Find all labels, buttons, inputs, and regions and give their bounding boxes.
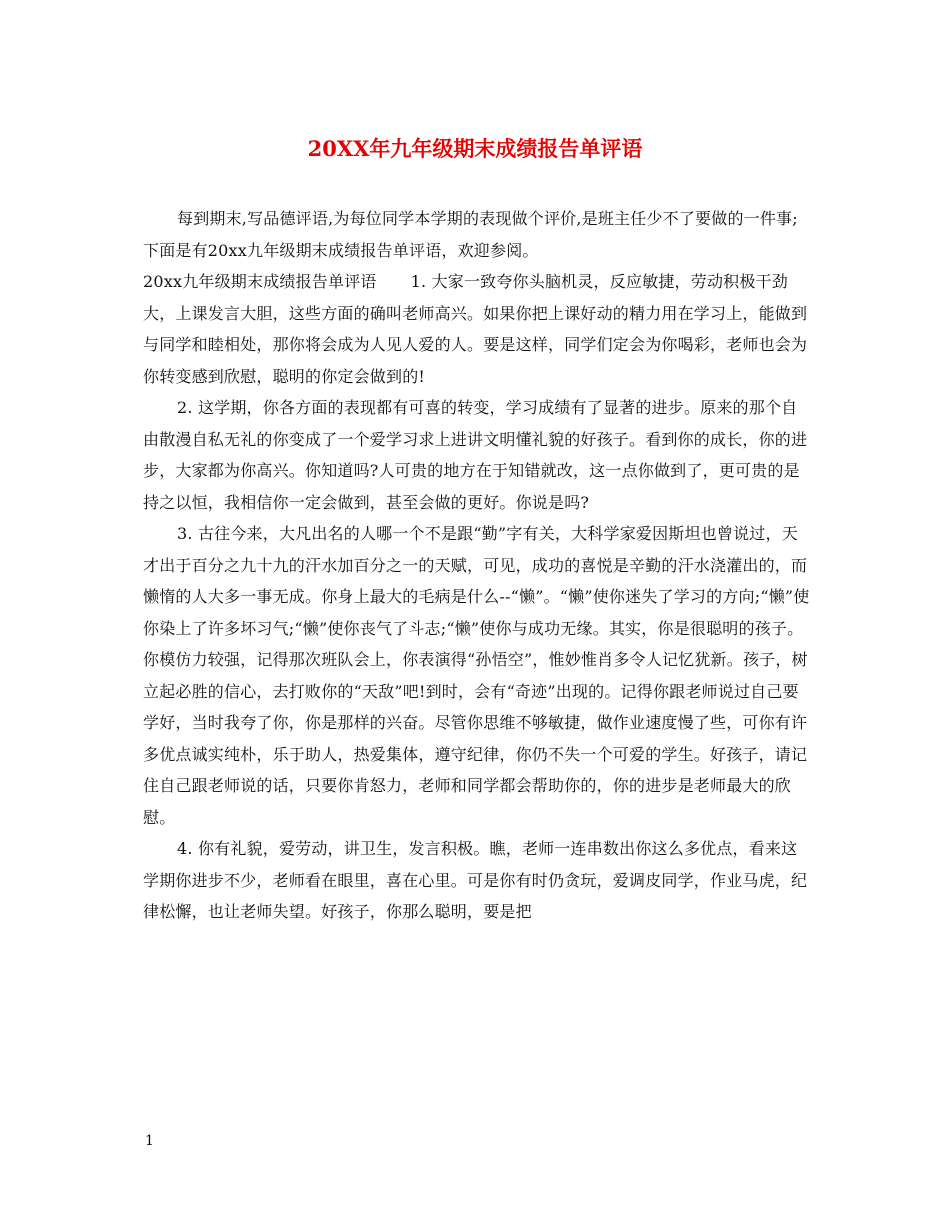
comment-2-paragraph: 2. 这学期，你各方面的表现都有可喜的转变，学习成绩有了显著的进步。原来的那个自由散漫自私无礼的你变成了一个爱学习求上进讲文明懂礼貌的好孩子。看到你的成长，你的进步，大家都为你高兴。你知道吗?人可贵的地方在于知错就改，这一点你做到了，更可贵的是持之以恒，我相信你一定会做到，甚至会做的更好。你说是吗?: [143, 398, 808, 512]
comment-3-paragraph: 3. 古往今来，大凡出名的人哪一个不是跟“勤”字有关，大科学家爱因斯坦也曾说过，天才出于百分之九十九的汗水加百分之一的天赋，可见，成功的喜悦是辛勤的汗水浇灌出的，而懒惰的人大多一事无成。你身上最大的毛病是什么--“懒”。“懒”使你迷失了学习的方向;“懒”使你染上了许多坏习气;“懒”使你丧气了斗志;“懒”使你与成功无缘。其实，你是很聪明的孩子。你模仿力较强，记得那次班队会上，你表演得“孙悟空”，惟妙惟肖多令人记忆犹新。孩子，树立起必胜的信心，去打败你的“天敌”吧!到时，会有“奇迹”出现的。记得你跟老师说过自己要学好，当时我夸了你，你是那样的兴奋。尽管你思维不够敏捷，做作业速度慢了些，可你有许多优点诚实纯朴，乐于助人，热爱集体，遵守纪律，你仍不失一个可爱的学生。好孩子，请记住自己跟老师说的话，只要你肯怒力，老师和同学都会帮助你的，你的进步是老师最大的欣慰。: [143, 524, 810, 827]
page-title: 20XX年九年级期末成绩报告单评语: [307, 136, 643, 161]
document-body: [143, 203, 813, 928]
first-comment-paragraph: [143, 266, 813, 392]
page-number: 1: [145, 1133, 154, 1149]
section-heading: 20xx九年级期末成绩报告单评语: [143, 272, 377, 291]
comment-1-text: 1. 大家一致夸你头脑机灵，反应敏捷，劳动积极干劲大，上课发言大胆，这些方面的确叫老师高兴。如果你把上课好动的精力用在学习上，能做到与同学和睦相处，那你将会成为人见人爱的人。要是这样，同学们定会为你喝彩，老师也会为你转变感到欣慰，聪明的你定会做到的!: [143, 272, 808, 386]
comment-4-paragraph: 4. 你有礼貌，爱劳动，讲卫生，发言积极。瞧，老师一连串数出你这么多优点，看来这学期你进步不少，老师看在眼里，喜在心里。可是你有时仍贪玩，爱调皮同学，作业马虎，纪律松懈，也让老师失望。好孩子，你那么聪明，要是把: [143, 839, 808, 921]
intro-paragraph: 每到期末,写品德评语,为每位同学本学期的表现做个评价,是班主任少不了要做的一件事;下面是有20xx九年级期末成绩报告单评语，欢迎参阅。: [143, 209, 798, 260]
